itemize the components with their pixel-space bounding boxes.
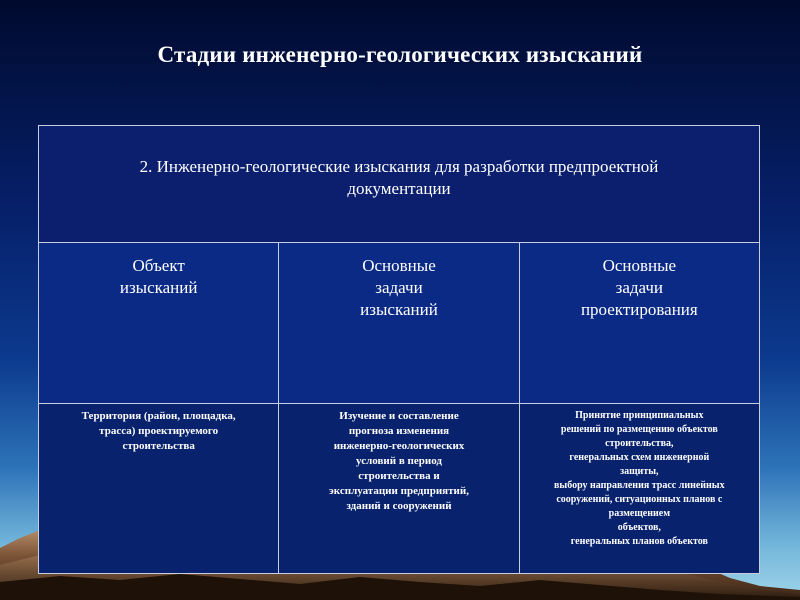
cell-design-tasks [519,404,759,574]
cell-text: сооружений, ситуационных планов с [556,494,723,505]
column-header-design-tasks [519,243,759,404]
column-header-text: задачи [615,278,664,297]
cell-text: прогноза изменения [348,425,450,437]
cell-text: трасса) проектируемого [99,425,219,437]
column-header-text: проектирования [580,300,698,319]
column-header-text: Основные [602,256,677,275]
column-header-text: задачи [375,278,423,297]
survey-stages-table [38,125,760,574]
cell-text: Территория (район, площадка, [81,410,236,422]
section-title-line: документации [347,179,451,198]
cell-text: генеральных схем инженерной [569,452,710,463]
section-title-line: 2. Инженерно-геологические изыскания для разработки предпроектной [139,157,659,176]
cell-text: выбору направления трасс линейных [554,480,725,491]
cell-text: эксплуатации предприятий, [329,485,469,497]
cell-object [39,404,279,574]
column-header-survey-tasks [279,243,519,404]
column-header-text: Основные [362,256,436,275]
slide-title: Стадии инженерно-геологических изысканий [157,42,643,67]
cell-text: строительства, [605,438,674,449]
section-title-cell [39,126,760,243]
cell-text: объектов, [617,522,661,533]
column-header-object [39,243,279,404]
cell-text: Изучение и составление [339,410,459,422]
cell-text: зданий и сооружений [346,500,452,512]
cell-text: условий в период [356,455,442,467]
cell-text: защиты, [620,466,659,477]
column-header-text: изысканий [119,278,198,297]
cell-survey-tasks [279,404,519,574]
cell-text: размещением [608,508,670,519]
cell-text: строительства [122,440,195,452]
cell-text: решений по размещению объектов [560,424,718,435]
column-header-text: изысканий [360,300,438,319]
column-header-text: Объект [132,256,185,275]
cell-text: инженерно-геологических [333,440,465,452]
cell-text: строительства и [358,470,440,482]
cell-text: генеральных планов объектов [570,536,708,547]
cell-text: Принятие принципиальных [575,410,704,421]
